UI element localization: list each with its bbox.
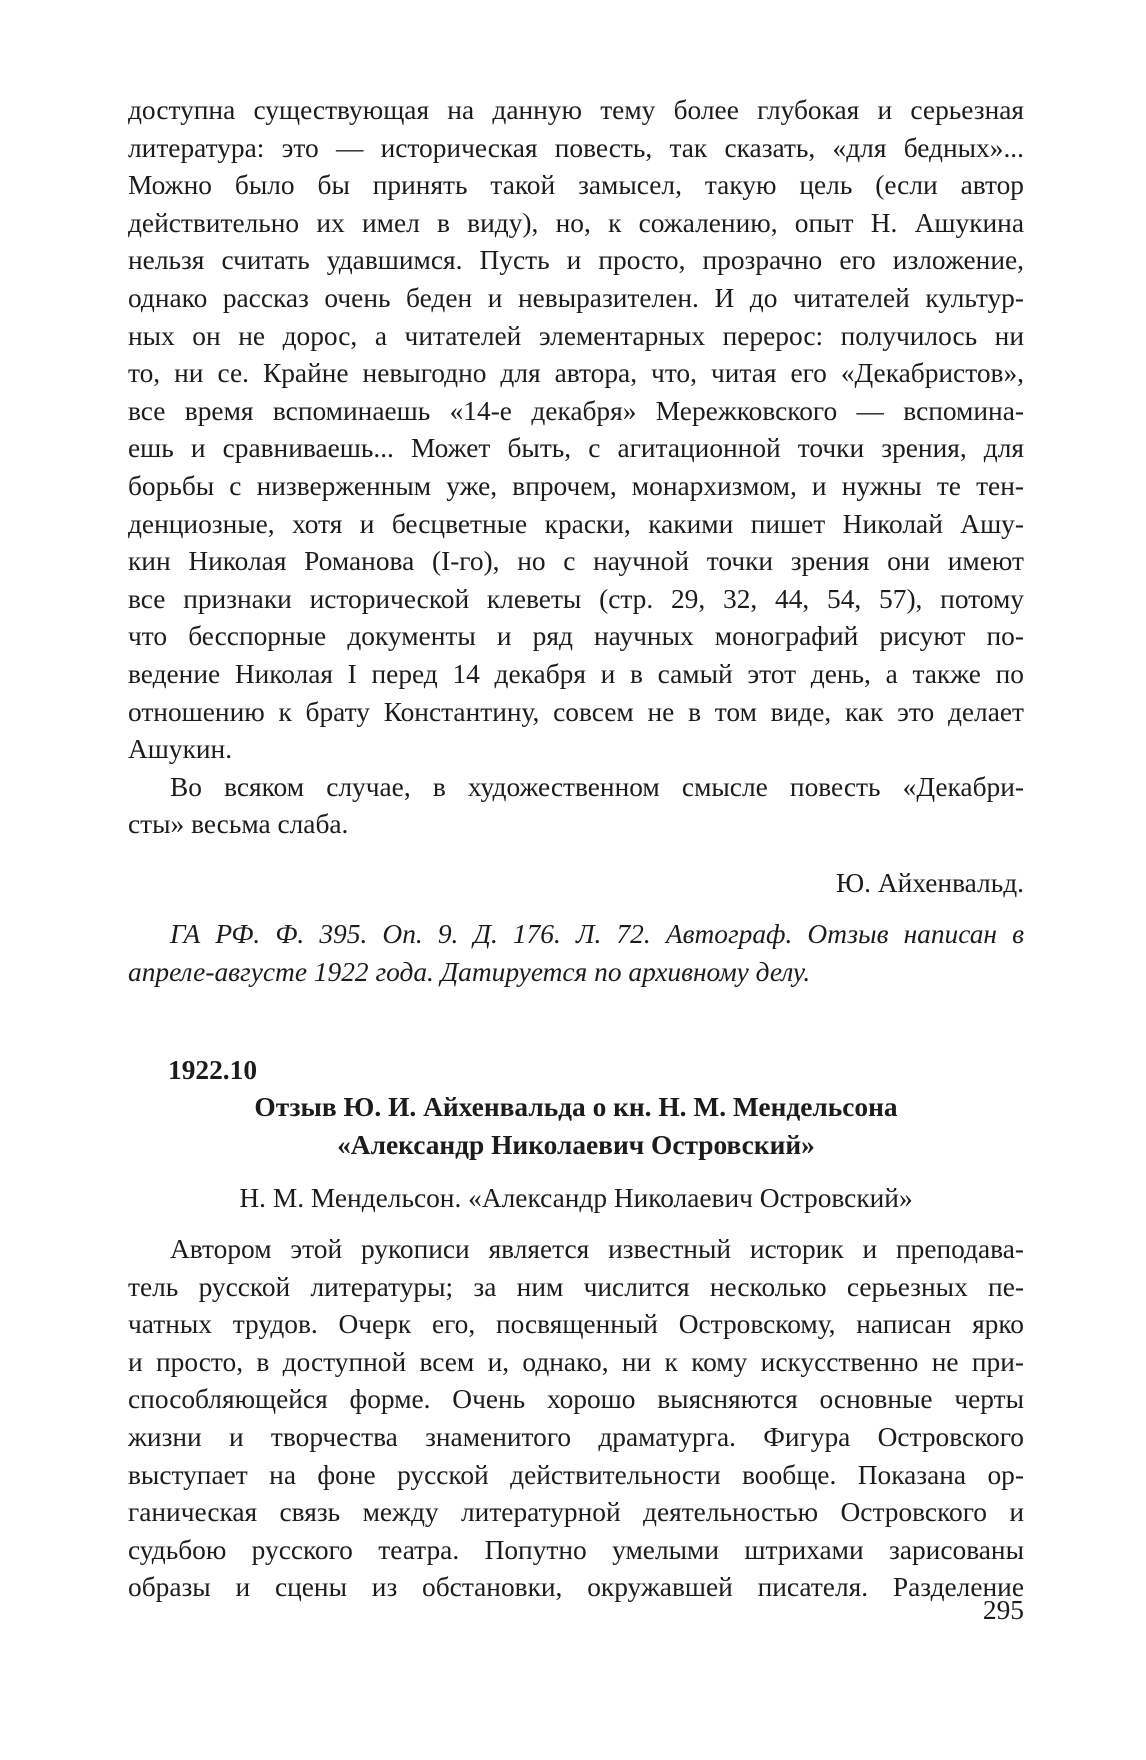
text-line: ных он не дорос, а читателей элементарных перерос: получилось ни bbox=[128, 320, 1024, 351]
text-line: способляющейся форме. Очень хорошо выясняются основные черты bbox=[128, 1384, 1024, 1415]
text-line: денциозные, хотя и бесцветные краски, какими пишет Николай Ашу- bbox=[128, 508, 1024, 539]
text-line: Можно было бы принять такой замысел, такую цель (если автор bbox=[128, 170, 1024, 201]
text-line: образы и сцены из обстановки, окружавшей писателя. Разделение bbox=[128, 1572, 1024, 1603]
text-line: отношению к брату Константину, совсем не в том виде, как это делает bbox=[128, 696, 1024, 727]
text-line: и просто, в доступной всем и, однако, ни к кому искусственно не при- bbox=[128, 1346, 1024, 1377]
text-line: ешь и сравниваешь... Может быть, с агитационной точки зрения, для bbox=[128, 433, 1024, 464]
text-line: сты» весьма слаба. bbox=[128, 809, 349, 840]
review-subject: Н. М. Мендельсон. «Александр Николаевич Островский» bbox=[239, 1183, 913, 1214]
text-line: доступна существующая на данную тему более глубокая и серьезная bbox=[128, 95, 1024, 125]
text-line: Ашукин. bbox=[128, 734, 233, 765]
text-line: ведение Николая I перед 14 декабря и в самый этот день, а также по bbox=[128, 658, 1024, 689]
archive-line: апреле-августе 1922 года. Датируется по архивному делу. bbox=[128, 957, 811, 988]
section-title-line: Отзыв Ю. И. Айхенвальда о кн. Н. М. Мендельсона bbox=[254, 1092, 898, 1123]
page-body bbox=[128, 92, 1024, 1607]
text-line: нельзя считать удавшимся. Пусть и просто, прозрачно его изложение, bbox=[128, 245, 1024, 276]
text-line: Во всяком случае, в художественном смысле повесть «Декабри- bbox=[170, 771, 1024, 802]
text-line: выступает на фоне русской действительности вообще. Показана ор- bbox=[128, 1459, 1024, 1490]
paragraph-2 bbox=[128, 769, 1024, 844]
text-line: то, ни се. Крайне невыгодно для автора, что, читая его «Декабристов», bbox=[128, 358, 1024, 389]
text-line: Автором этой рукописи является известный историк и преподава- bbox=[170, 1234, 1024, 1265]
archive-note bbox=[128, 916, 1024, 991]
paragraph-3 bbox=[128, 1231, 1024, 1607]
text-line: литература: это — историческая повесть, так сказать, «для бедных»... bbox=[128, 132, 1024, 163]
text-line: тель русской литературы; за ним числится несколько серьезных пе- bbox=[128, 1271, 1024, 1302]
text-line: чатных трудов. Очерк его, посвященный Островскому, написан ярко bbox=[128, 1309, 1024, 1340]
paragraph-1 bbox=[128, 92, 1024, 769]
text-line: однако рассказ очень беден и невыразителен. И до читателей культур- bbox=[128, 282, 1024, 313]
text-line: все время вспоминаешь «14-е декабря» Мережковского — вспомина- bbox=[128, 395, 1024, 426]
section-number: 1922.10 bbox=[168, 1054, 258, 1085]
text-line: борьбы с низверженным уже, впрочем, монархизмом, и нужны те тен- bbox=[128, 470, 1024, 501]
signature: Ю. Айхенвальд. bbox=[835, 867, 1024, 898]
text-line: ганическая связь между литературной деятельностью Островского и bbox=[128, 1497, 1024, 1528]
text-line: действительно их имел в виду), но, к сожалению, опыт Н. Ашукина bbox=[128, 207, 1024, 238]
text-line: что бесспорные документы и ряд научных монографий рисуют по- bbox=[128, 621, 1024, 652]
section-title-line: «Александр Николаевич Островский» bbox=[337, 1129, 815, 1160]
section-title bbox=[128, 1089, 1024, 1164]
text-line: кин Николая Романова (I-го), но с научной точки зрения они имеют bbox=[128, 546, 1024, 577]
text-line: жизни и творчества знаменитого драматурга. Фигура Островского bbox=[128, 1422, 1024, 1452]
text-line: судьбою русского театра. Попутно умелыми штрихами зарисованы bbox=[128, 1534, 1024, 1565]
text-line: все признаки исторической клеветы (стр. 29, 32, 44, 54, 57), потому bbox=[128, 583, 1024, 614]
archive-line: ГА РФ. Ф. 395. Оп. 9. Д. 176. Л. 72. Автограф. Отзыв написан в bbox=[170, 919, 1024, 950]
page-number: 295 bbox=[982, 1595, 1024, 1625]
